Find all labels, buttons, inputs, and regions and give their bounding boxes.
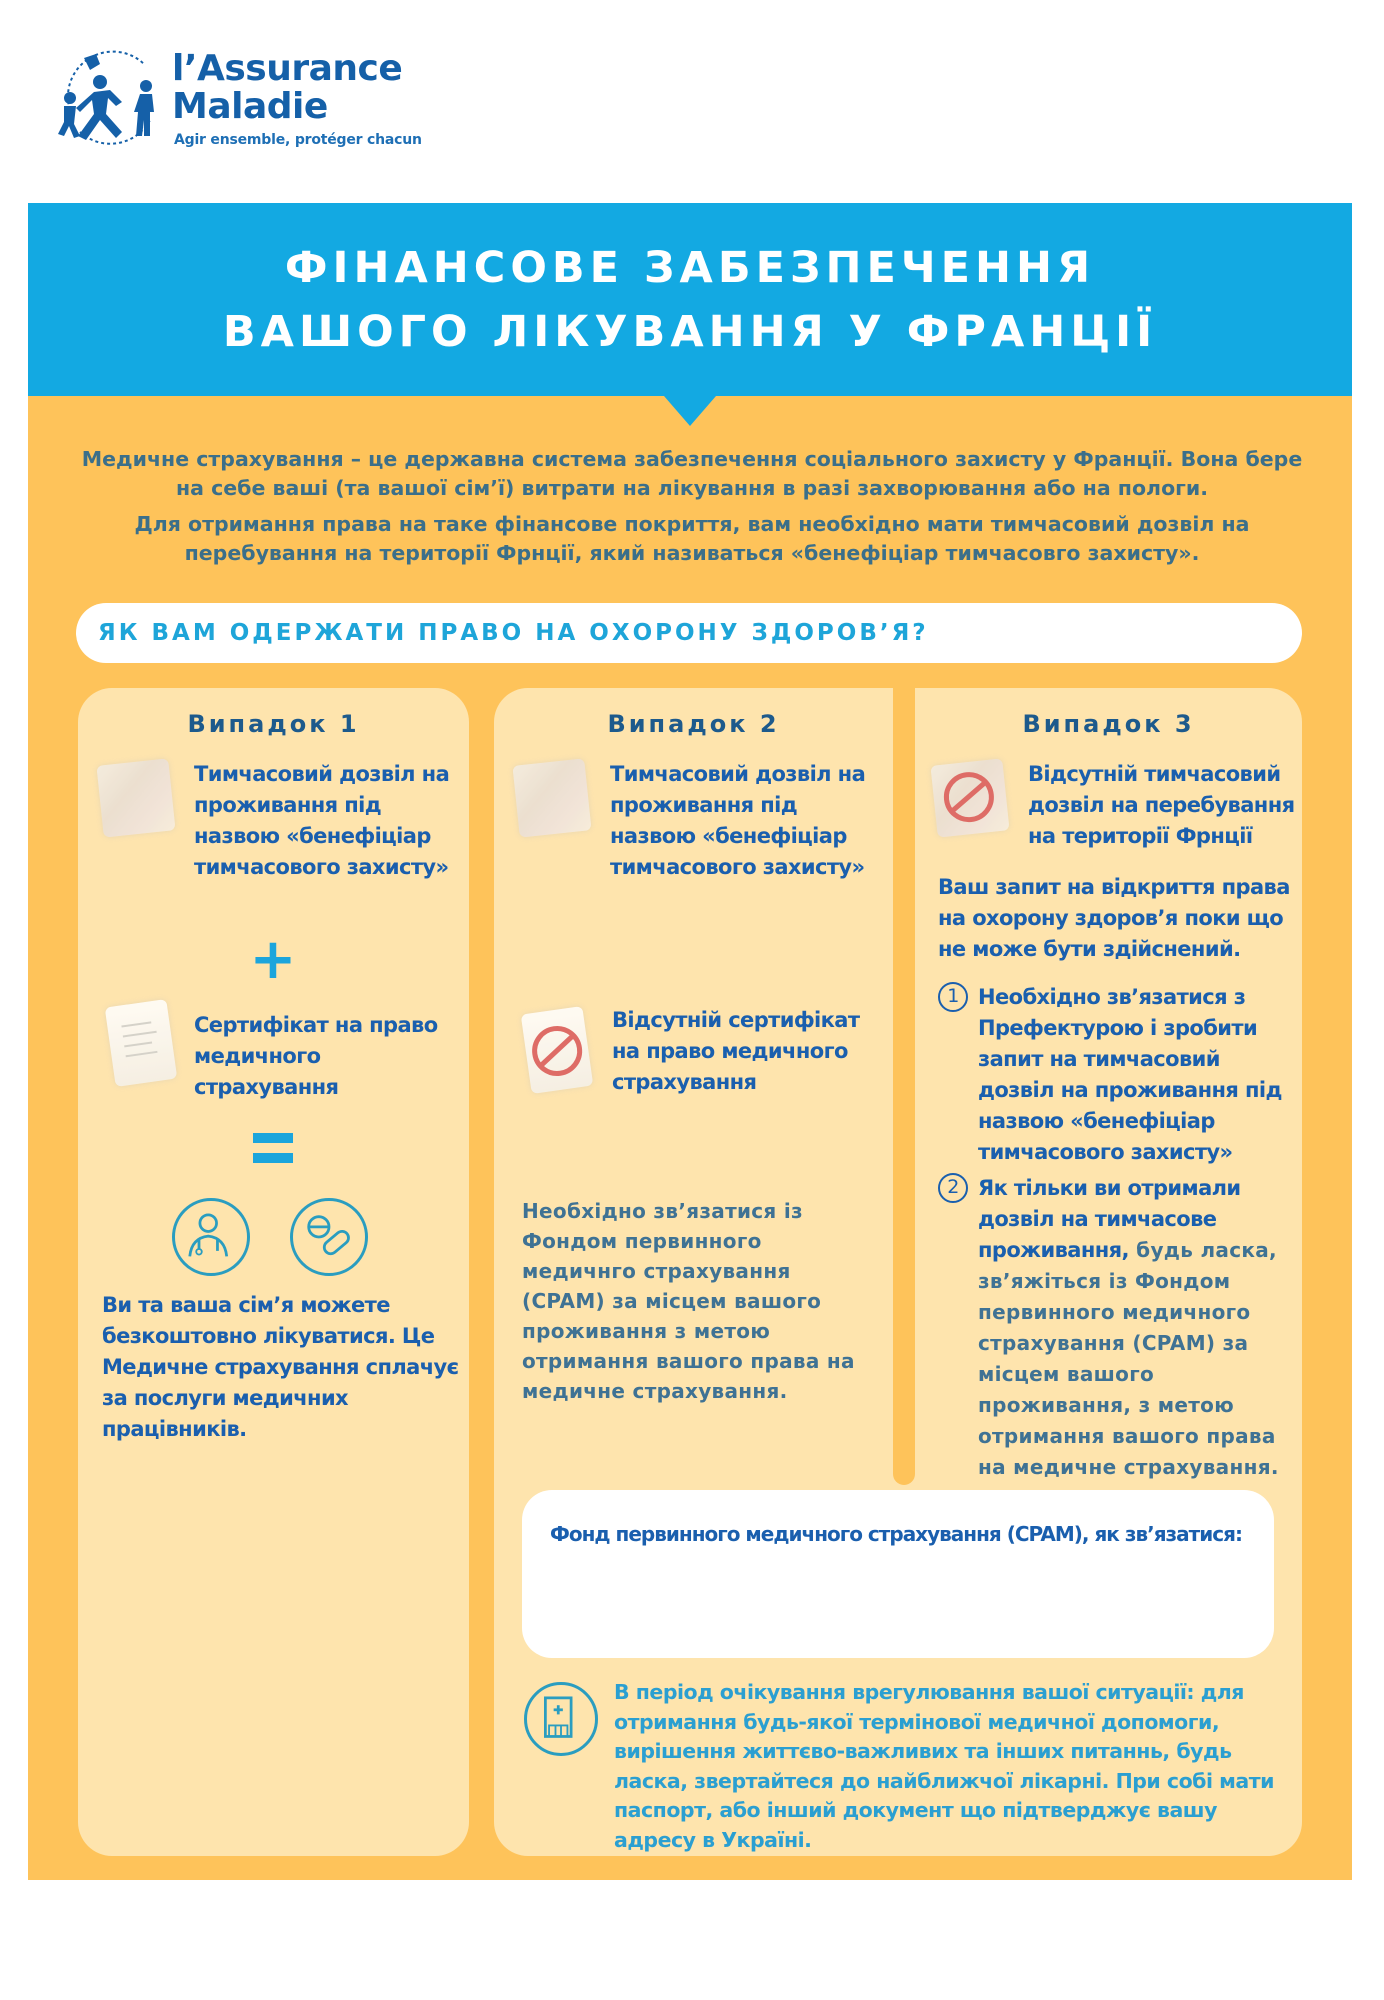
intro-paragraph-2: Для отримання права на таке фінансове покриття, вам необхідно мати тимчасовий дозвіл на перебування на території Фрнції, який називаться «бенефіціар тимчасовго захисту». [134,512,1250,565]
case-1-item-1: Тимчасовий дозвіл на проживання під назвою «бенефіціар тимчасового захисту» [194,762,450,879]
brand-name [172,50,402,126]
case-2-title: Випадок 2 [607,710,780,738]
brand-line-1: l’Assurance [172,48,403,89]
question-heading [76,603,1302,663]
plus-icon: + [249,927,297,992]
brand-tagline: Agir ensemble, protéger chacun [174,132,422,148]
prohibited-icon [529,1023,585,1079]
prohibited-icon [941,770,996,825]
assurance-maladie-logo [50,36,450,156]
case-1-title: Випадок 1 [187,710,360,738]
family-running-logo-icon [50,40,170,150]
case-divider [893,688,915,1485]
step-2-regular-text: будь ласка, зв’яжіться із Фондом первинного медичного страхування (CPAM) за місцем вашого проживання, з метою отримання вашого права на медичне страхування. [978,1238,1279,1479]
intro-paragraph-1: Медичне страхування – це державна система забезпечення соціального захисту у Франції. Вона бере на себе ваші (та вашої сім’ї) витрати на лікування в разі захворювання або на пологи. [81,447,1303,500]
cpam-contact-box[interactable] [522,1490,1274,1658]
case-3-title: Випадок 3 [1022,710,1195,738]
intro-text [70,445,1314,568]
missing-residence-permit-document-icon [930,758,1009,837]
case-1-result: Ви та ваша сім’я можете безкоштовно лікуватися. Це Медичне страхування сплачує за послуги медичних працівників. [102,1293,459,1441]
step-2-bold-text: Як тільки ви отримали дозвіл на тимчасове проживання, [978,1176,1241,1262]
case-3-step-1 [938,982,1293,1168]
step-number-1: 1 [938,982,968,1012]
hospital-icon [524,1682,598,1756]
question-text: ЯК ВАМ ОДЕРЖАТИ ПРАВО НА ОХОРОНУ ЗДОРОВ’Я? [98,620,929,646]
doctor-icon [172,1198,250,1276]
case-2-result: Необхідно зв’язатися із Фондом первинного медичнго страхування (CPAM) за місцем вашого проживання з метою отримання вашого права на медичне страхування. [522,1199,855,1403]
missing-certificate-document-icon [521,1006,594,1094]
page-title-line-1: ФІНАНСОВЕ ЗАБЕЗПЕЧЕННЯ [284,242,1096,293]
brand-line-2: Maladie [172,86,328,127]
cpam-contact-label: Фонд первинного медичного страхування (CPAM), як зв’язатися: [550,1522,1242,1546]
equals-icon [253,1133,293,1163]
title-banner [28,203,1352,396]
case-3-status: Ваш запит на відкриття права на охорону здоров’я поки що не може бути здійснений. [938,875,1290,961]
case-2-item-2: Відсутній сертифікат на право медичного страхування [612,1008,860,1094]
residence-permit-document-icon [512,758,591,837]
step-2-text [938,1173,1293,1483]
residence-permit-document-icon [96,758,175,837]
pills-icon [290,1198,368,1276]
hospital-note-text: В період очікування врегулювання вашої ситуації: для отримання будь-якої термінової медичної допомоги, вирішення життєво-важливих та інших питаннь, будь ласка, звертайтеся до найближчої лікарні. При собі мати паспорт, або інший документ що підтверджує вашу адресу в Україні. [614,1680,1274,1852]
case-2-item-1: Тимчасовий дозвіл на проживання під назвою «бенефіціар тимчасового захисту» [610,762,866,879]
case-3-item-1: Відсутній тимчасовий дозвіл на перебування на території Фрнції [1028,762,1295,848]
case-3-step-2 [938,1173,1293,1483]
page-title-line-2: ВАШОГО ЛІКУВАННЯ У ФРАНЦІЇ [222,306,1158,357]
banner-pointer-arrow [664,396,716,426]
case-1-item-2: Сертифікат на право медичного страхування [194,1013,438,1099]
step-number-2: 2 [938,1173,968,1203]
insurance-certificate-document-icon [105,999,178,1087]
step-1-text: Необхідно зв’язатися з Префектурою і зробити запит на тимчасовий дозвіл на проживання під назвою «бенефіціар тимчасового захисту» [978,985,1282,1164]
